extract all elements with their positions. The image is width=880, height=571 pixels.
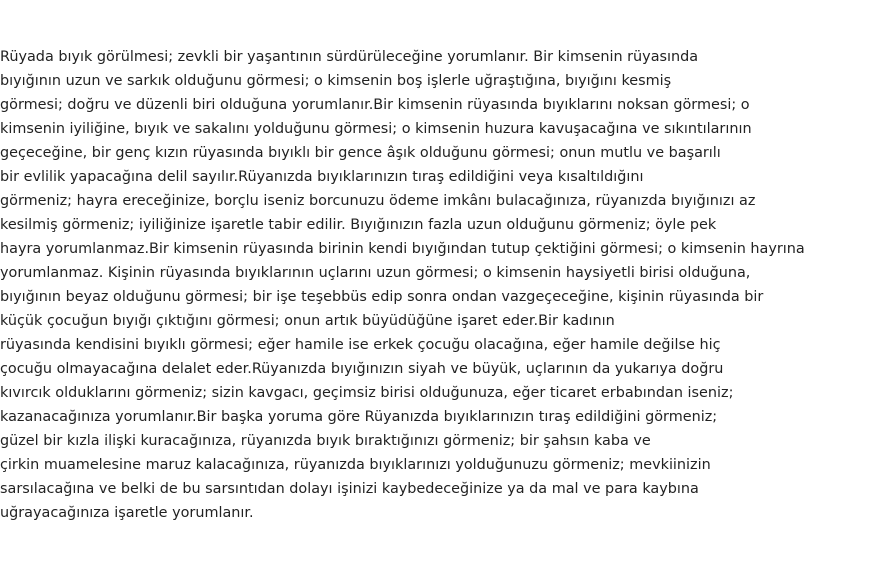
article-line: görmesi; doğru ve düzenli biri olduğuna yorumlanır.Bir kimsenin rüyasında bıyıklarını noksan görmesi; o xyxy=(0,97,750,113)
article-line: güzel bir kızla ilişki kuracağınıza, rüyanızda bıyık bıraktığınızı görmeniz; bir şahsın kaba ve xyxy=(0,433,651,449)
article-line: kazanacağınıza yorumlanır.Bir başka yoruma göre Rüyanızda bıyıklarınızın tıraş edildiğini görmeniz; xyxy=(0,409,718,425)
article-line: kesilmiş görmeniz; iyiliğinize işaretle tabir edilir. Bıyığınızın fazla uzun olduğunu görmeniz; öyle pek xyxy=(0,217,717,233)
article-line: çirkin muamelesine maruz kalacağınıza, rüyanızda bıyıklarınızı yolduğunuzu görmeniz; mevkiinizin xyxy=(0,457,711,473)
article-line: Rüyada bıyık görülmesi; zevkli bir yaşantının sürdürüleceğine yorumlanır. Bir kimsenin rüyasında xyxy=(0,49,699,65)
article-body xyxy=(0,45,878,525)
article-line: kıvırcık olduklarını görmeniz; sizin kavgacı, geçimsiz birisi olduğunuza, eğer ticaret erbabından iseniz; xyxy=(0,385,734,401)
article-line: yorumlanmaz. Kişinin rüyasında bıyıklarının uçlarını uzun görmesi; o kimsenin haysiyetli birisi olduğuna, xyxy=(0,265,751,281)
article-line: geçeceğine, bir genç kızın rüyasında bıyıklı bir gence âşık olduğunu görmesi; onun mutlu ve başarılı xyxy=(0,145,721,161)
article-line: bıyığının beyaz olduğunu görmesi; bir işe teşebbüs edip sonra ondan vazgeçeceğine, kişinin rüyasında bir xyxy=(0,289,764,305)
article-line: bıyığının uzun ve sarkık olduğunu görmesi; o kimsenin boş işlerle uğraştığına, bıyığını kesmiş xyxy=(0,73,672,89)
article-line: küçük çocuğun bıyığı çıktığını görmesi; onun artık büyüdüğüne işaret eder.Bir kadının xyxy=(0,313,615,329)
article-line: çocuğu olmayacağına delalet eder.Rüyanızda bıyığınızın siyah ve büyük, uçlarının da yukarıya doğru xyxy=(0,361,724,377)
article-line: uğrayacağınıza işaretle yorumlanır. xyxy=(0,505,254,521)
article-line: görmeniz; hayra ereceğinize, borçlu iseniz borcunuzu ödeme imkânı bulacağınıza, rüyanızda bıyığınızı az xyxy=(0,193,756,209)
article-line: rüyasında kendisini bıyıklı görmesi; eğer hamile ise erkek çocuğu olacağına, eğer hamile değilse hiç xyxy=(0,337,721,353)
article-line: hayra yorumlanmaz.Bir kimsenin rüyasında birinin kendi bıyığından tutup çektiğini görmesi; o kimsenin hayrına xyxy=(0,241,805,257)
article-line: kimsenin iyiliğine, bıyık ve sakalını yolduğunu görmesi; o kimsenin huzura kavuşacağına ve sıkıntılarının xyxy=(0,121,752,137)
article-line: sarsılacağına ve belki de bu sarsıntıdan dolayı işinizi kaybedeceğinize ya da mal ve para kaybına xyxy=(0,481,699,497)
article-line: bir evlilik yapacağına delil sayılır.Rüyanızda bıyıklarınızın tıraş edildiğini veya kısaltıldığını xyxy=(0,169,644,185)
